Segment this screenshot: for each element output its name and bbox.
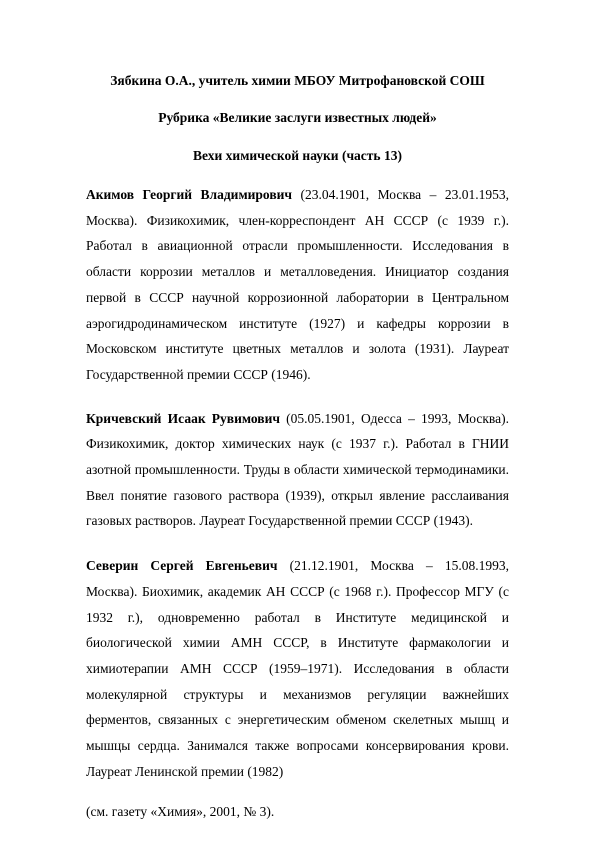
entry-text: (21.12.1901, Москва – 15.08.1993, Москва). Биохимик, академик АН СССР (с 1968 г.). Профессор МГУ (с 1932 г.), одновременно работал в Институте медицинской и биологической химии АМН СССР, в Институте фармакологии и химиотерапии АМН СССР (1959–1971). Исследования в области молекулярной структуры и механизмов регуляции важнейших ферментов, связанных с энергетическим обменом скелетных мышц и мышцы сердца. Занимался также вопросами консервирования крови. Лауреат Ленинской премии (1982) xyxy=(86,558,509,779)
entry-name: Северин Сергей Евгеньевич xyxy=(86,558,278,574)
entry-name: Кричевский Исаак Рувимович xyxy=(86,410,280,426)
source-reference: (см. газету «Химия», 2001, № 3). xyxy=(86,804,275,820)
entry-severin xyxy=(86,553,509,784)
entry-krichevsky xyxy=(86,406,509,535)
entry-text: (23.04.1901, Москва – 23.01.1953, Москва). Физикохимик, член-корреспондент АН СССР (с 1939 г.). Работал в авиационной отрасли промышленности. Исследования в области коррозии металлов и металловедения. Инициатор создания первой в СССР научной коррозионной лаборатории в Центральном аэрогидродинамическом институте (1927) и кафедры коррозии в Московском институте цветных металлов и золота (1931). Лауреат Государственной премии СССР (1946). xyxy=(86,187,509,382)
document-title: Вехи химической науки (часть 13) xyxy=(193,148,402,163)
entry-text: (05.05.1901, Одесса – 1993, Москва). Физикохимик, доктор химических наук (с 1937 г.). Работал в ГНИИ азотной промышленности. Труды в области химической термодинамики. Ввел понятие газового раствора (1939), открыл явление расслаивания газовых растворов. Лауреат Государственной премии СССР (1943). xyxy=(86,410,509,529)
author-line: Зябкина О.А., учитель химии МБОУ Митрофановской СОШ xyxy=(110,73,485,88)
entry-name: Акимов Георгий Владимирович xyxy=(86,187,293,202)
entry-akimov xyxy=(86,182,509,388)
rubric-line: Рубрика «Великие заслуги известных людей» xyxy=(158,110,437,125)
